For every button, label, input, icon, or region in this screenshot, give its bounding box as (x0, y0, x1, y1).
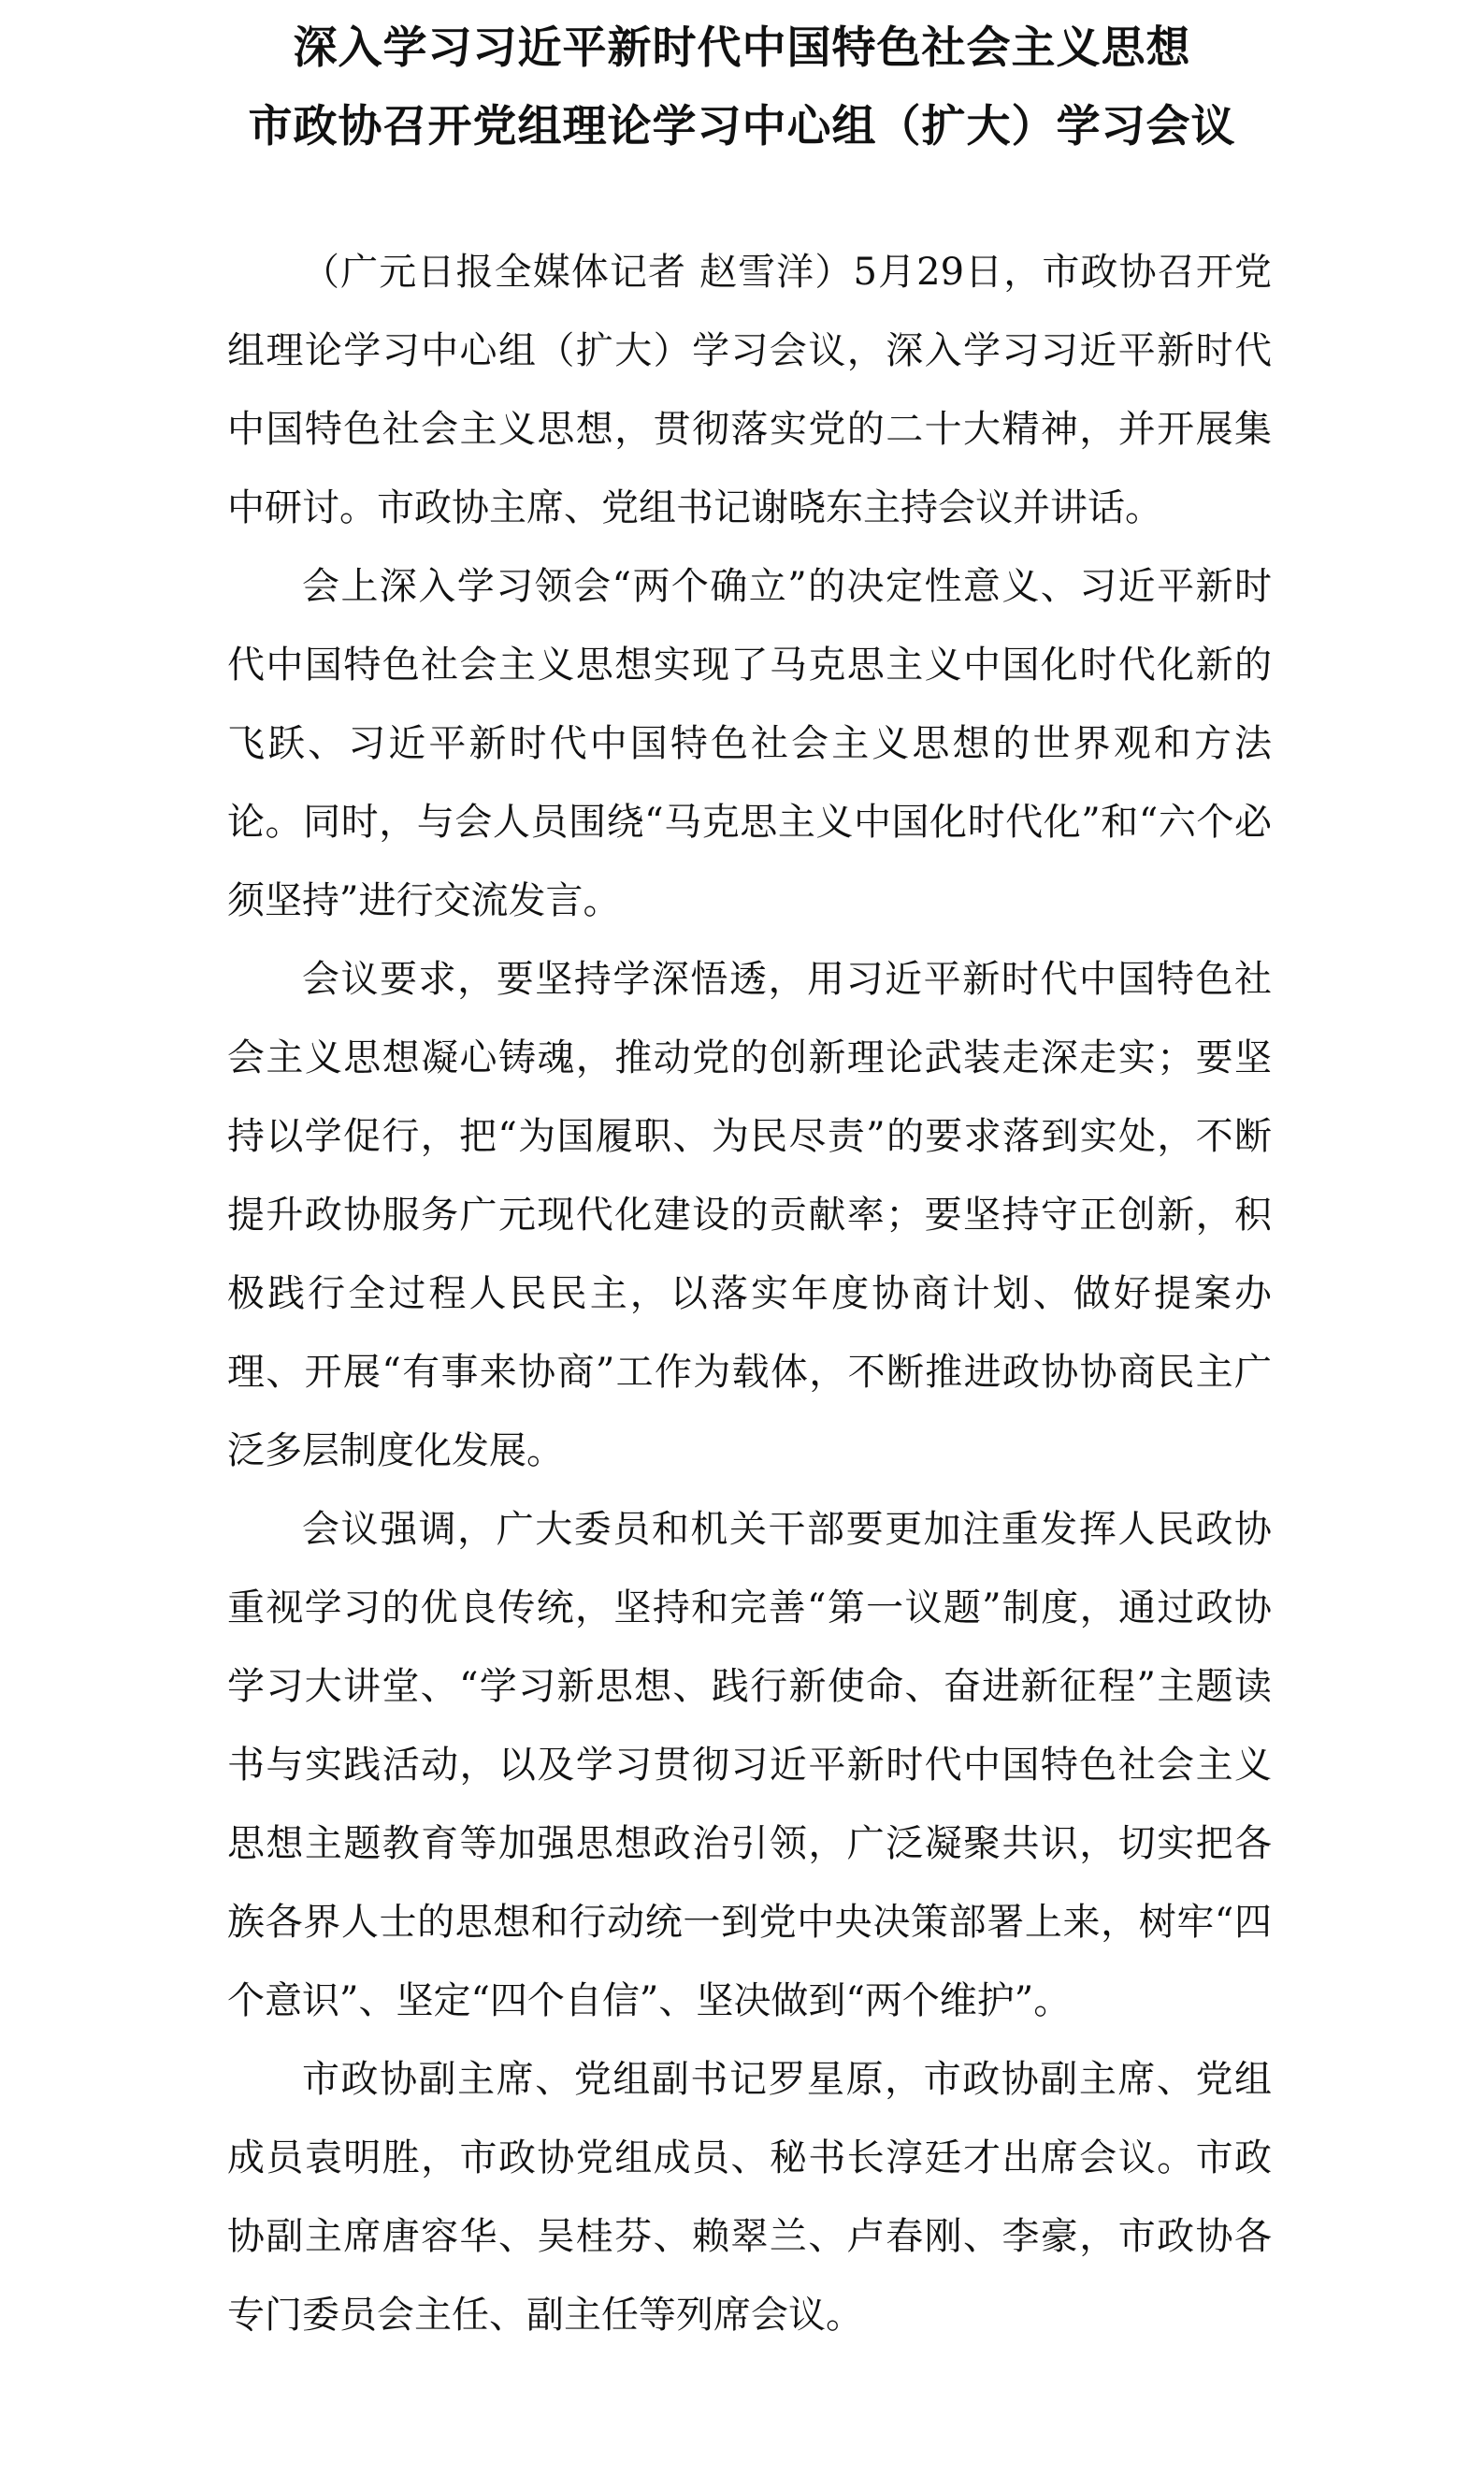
article-body (227, 233, 1272, 2354)
title-line-2: 市政协召开党组理论学习中心组（扩大）学习会议 (248, 101, 1236, 152)
paragraph-4: 会议强调，广大委员和机关干部要更加注重发挥人民政协重视学习的优良传统，坚持和完善“第一议题”制度，通过政协学习大讲堂、“学习新思想、践行新使命、奋进新征程”主题读书与实践活动，以及学习贯彻习近平新时代中国特色社会主义思想主题教育等加强思想政治引领，广泛凝聚共识，切实把各族各界人士的思想和行动统一到党中央决策部署上来，树牢“四个意识”、坚定“四个自信”、坚决做到“两个维护”。 (227, 1508, 1272, 2022)
paragraph-5: 市政协副主席、党组副书记罗星原，市政协副主席、党组成员袁明胜，市政协党组成员、秘书长淳廷才出席会议。市政协副主席唐容华、吴桂芬、赖翠兰、卢春刚、李豪，市政协各专门委员会主任、副主任等列席会议。 (227, 2058, 1272, 2337)
paragraph-2: 会上深入学习领会“两个确立”的决定性意义、习近平新时代中国特色社会主义思想实现了马克思主义中国化时代化新的飞跃、习近平新时代中国特色社会主义思想的世界观和方法论。同时，与会人员围绕“马克思主义中国化时代化”和“六个必须坚持”进行交流发言。 (227, 565, 1272, 922)
paragraph-1: （广元日报全媒体记者 赵雪洋）5月29日，市政协召开党组理论学习中心组（扩大）学习会议，深入学习习近平新时代中国特色社会主义思想，贯彻落实党的二十大精神，并开展集中研讨。市政协主席、党组书记谢晓东主持会议并讲话。 (227, 251, 1272, 529)
article-title (0, 9, 1484, 167)
paragraph-3: 会议要求，要坚持学深悟透，用习近平新时代中国特色社会主义思想凝心铸魂，推动党的创新理论武装走深走实；要坚持以学促行，把“为国履职、为民尽责”的要求落到实处，不断提升政协服务广元现代化建设的贡献率；要坚持守正创新，积极践行全过程人民民主，以落实年度协商计划、做好提案办理、开展“有事来协商”工作为载体，不断推进政协协商民主广泛多层制度化发展。 (227, 958, 1272, 1472)
title-line-1: 深入学习习近平新时代中国特色社会主义思想 (293, 22, 1191, 74)
